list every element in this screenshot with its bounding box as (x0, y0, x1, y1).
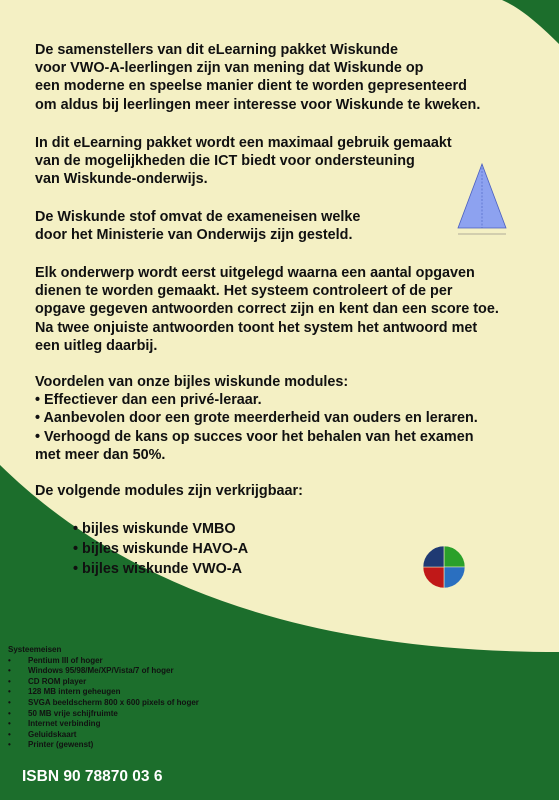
onderwerp-line: Na twee onjuiste antwoorden toont het system het antwoord met (35, 319, 478, 336)
stof-paragraph (35, 208, 360, 244)
bullet-glyph: • (8, 666, 11, 676)
bullet-glyph: • (8, 719, 11, 729)
intro-line: een moderne en speelse manier dient te worden gepresenteerd (35, 78, 467, 95)
ict-line: In dit eLearning pakket wordt een maximaal gebruik gemaakt (35, 135, 452, 151)
module-item-vwo-a: • bijles wiskunde VWO-A (73, 561, 242, 577)
ict-line: van Wiskunde-onderwijs. (35, 171, 208, 188)
voordelen-item: • Aanbevolen door een grote meerderheid van ouders en leraren. (35, 410, 478, 427)
isbn-number: ISBN 90 78870 03 6 (22, 768, 163, 785)
intro-line: De samenstellers van dit eLearning pakket Wiskunde (35, 42, 398, 58)
voordelen-item: • Effectiever dan een privé-leraar. (35, 392, 262, 409)
onderwerp-paragraph (35, 264, 499, 355)
pie-slice-navy (423, 546, 444, 567)
stof-line: door het Ministerie van Onderwijs zijn gesteld. (35, 227, 353, 244)
voordelen-heading: Voordelen van onze bijles wiskunde modules: (35, 374, 349, 390)
triangle-figure (450, 158, 514, 238)
requirement-item: • Printer (gewenst) (8, 740, 94, 750)
bullet-glyph: • (8, 740, 11, 750)
pie-chart-figure (420, 541, 480, 597)
bullet-glyph: • (8, 655, 11, 665)
requirement-item: • SVGA beeldscherm 800 x 600 pixels of hoger (8, 697, 199, 707)
bullet-glyph: • (8, 708, 11, 718)
requirement-item: • Geluidskaart (8, 729, 77, 739)
intro-paragraph (35, 41, 480, 114)
requirement-item: • Internet verbinding (8, 719, 101, 729)
onderwerp-line: Elk onderwerp wordt eerst uitgelegd waarna een aantal opgaven (35, 265, 475, 281)
requirement-item: • 50 MB vrije schijfruimte (8, 708, 118, 718)
requirement-item: • 128 MB intern geheugen (8, 687, 121, 697)
pie-slice-blue (444, 567, 465, 588)
modules-heading: De volgende modules zijn verkrijgbaar: (35, 483, 303, 499)
onderwerp-line: opgave gegeven antwoorden correct zijn en kent dan een score toe. (35, 301, 499, 318)
system-requirements (8, 645, 199, 751)
intro-line: om aldus bij leerlingen meer interesse voor Wiskunde te kweken. (35, 96, 481, 113)
onderwerp-line: dienen te worden gemaakt. Het systeem controleert of de per (35, 283, 453, 300)
system-requirements-title: Systeemeisen (8, 645, 62, 654)
requirement-item: • Pentium III of hoger (8, 655, 103, 665)
bullet-glyph: • (8, 729, 11, 739)
pie-slice-green (444, 546, 465, 567)
system-requirements-list (8, 656, 199, 751)
bullet-glyph: • (8, 687, 11, 697)
modules-list (73, 519, 248, 579)
pie-slice-red (423, 567, 444, 588)
requirement-item: • CD ROM player (8, 676, 87, 686)
ict-line: van de mogelijkheden die ICT biedt voor ondersteuning (35, 153, 415, 170)
voordelen-item: met meer dan 50%. (35, 446, 166, 463)
voordelen-paragraph (35, 373, 478, 464)
intro-line: voor VWO-A-leerlingen zijn van mening dat Wiskunde op (35, 60, 424, 77)
voordelen-item: • Verhoogd de kans op succes voor het behalen van het examen (35, 428, 474, 445)
module-item-vmbo: • bijles wiskunde VMBO (73, 521, 236, 537)
bullet-glyph: • (8, 676, 11, 686)
requirement-item: • Windows 95/98/Me/XP/Vista/7 of hoger (8, 666, 174, 676)
stof-line: De Wiskunde stof omvat de exameneisen welke (35, 209, 361, 225)
bullet-glyph: • (8, 697, 11, 707)
onderwerp-line: een uitleg daarbij. (35, 337, 158, 354)
ict-paragraph (35, 134, 452, 189)
module-item-havo-a: • bijles wiskunde HAVO-A (73, 541, 249, 557)
